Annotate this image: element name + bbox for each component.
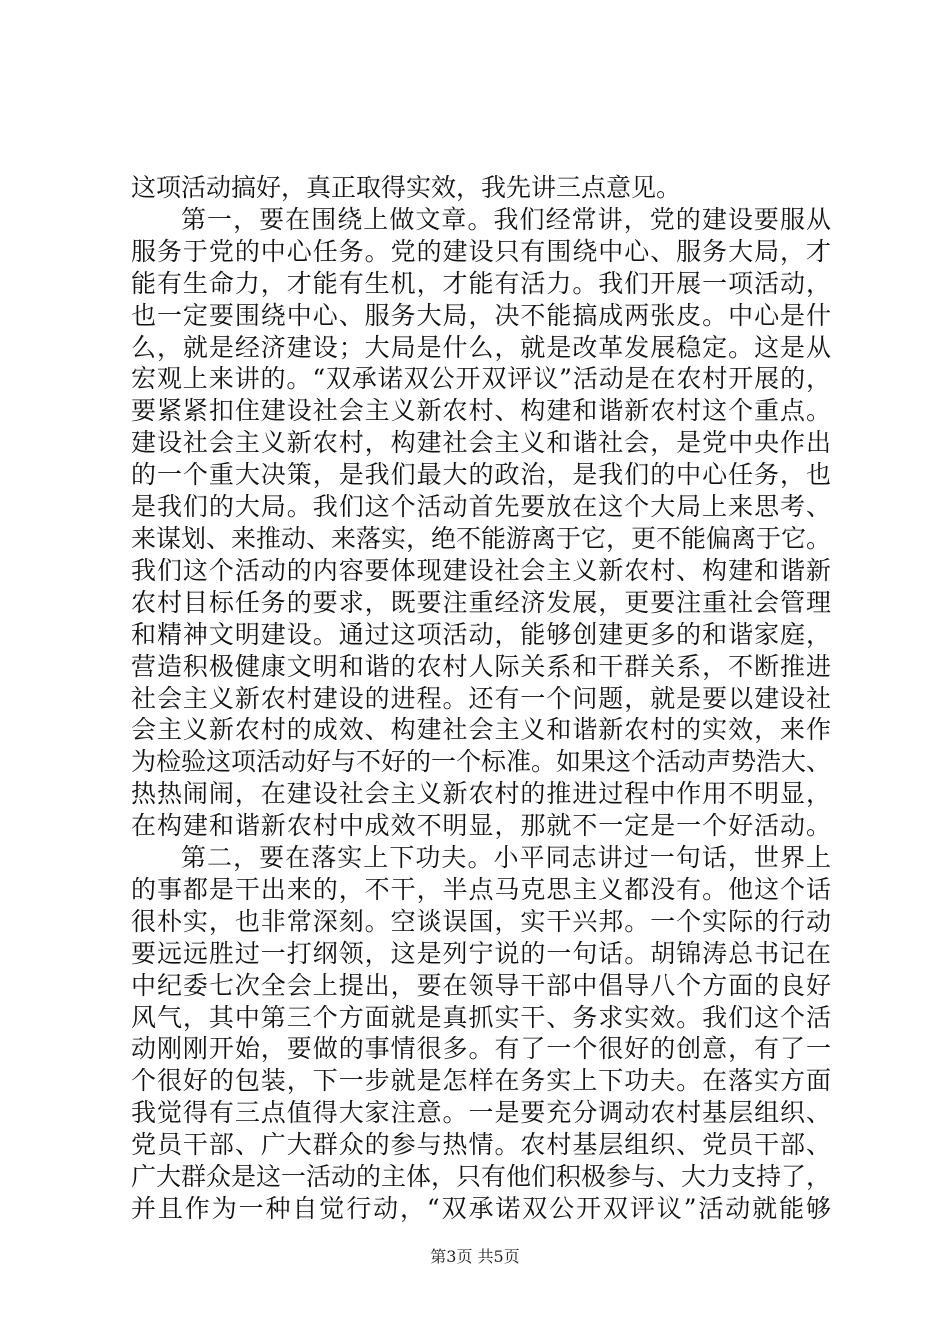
text-line: 的一个重大决策，是我们最大的政治，是我们的中心任务，也 bbox=[131, 460, 831, 490]
text-line: 风气，其中第三个方面就是真抓实干、务求实效。我们这个活 bbox=[131, 1002, 831, 1032]
text-line: 么，就是经济建设；大局是什么，就是改革发展稳定。这是从 bbox=[131, 332, 831, 362]
text-line: 和精神文明建设。通过这项活动，能够创建更多的和谐家庭， bbox=[131, 619, 831, 649]
text-line: 第一，要在围绕上做文章。我们经常讲，党的建设要服从 bbox=[181, 204, 831, 234]
text-line: 农村目标任务的要求，既要注重经济发展，更要注重社会管理 bbox=[131, 587, 831, 617]
text-line: 来谋划、来推动、来落实，绝不能游离于它，更不能偏离于它。 bbox=[131, 523, 831, 553]
text-line: 也一定要围绕中心、服务大局，决不能搞成两张皮。中心是什 bbox=[131, 300, 831, 330]
text-line: 动刚刚开始，要做的事情很多。有了一个很好的创意，有了一 bbox=[131, 1034, 831, 1064]
text-line: 我觉得有三点值得大家注意。一是要充分调动农村基层组织、 bbox=[131, 1098, 831, 1128]
text-line: 我们这个活动的内容要体现建设社会主义新农村、构建和谐新 bbox=[131, 555, 831, 585]
text-line: 能有生命力，才能有生机，才能有活力。我们开展一项活动， bbox=[131, 268, 831, 298]
text-line: 社会主义新农村建设的进程。还有一个问题，就是要以建设社 bbox=[131, 683, 831, 713]
body-text bbox=[131, 172, 831, 1225]
text-line: 服务于党的中心任务。党的建设只有围绕中心、服务大局，才 bbox=[131, 236, 831, 266]
text-line: 这项活动搞好，真正取得实效，我先讲三点意见。 bbox=[131, 173, 682, 202]
text-line: 要紧紧扣住建设社会主义新农村、构建和谐新农村这个重点。 bbox=[131, 396, 831, 426]
text-line: 中纪委七次全会上提出，要在领导干部中倡导八个方面的良好 bbox=[131, 970, 831, 1000]
text-line: 是我们的大局。我们这个活动首先要放在这个大局上来思考、 bbox=[131, 492, 831, 522]
text-line: 会主义新农村的成效、构建社会主义和谐新农村的实效，来作 bbox=[131, 715, 831, 745]
text-line: 很朴实，也非常深刻。空谈误国，实干兴邦。一个实际的行动 bbox=[131, 906, 831, 936]
text-line: 要远远胜过一打纲领，这是列宁说的一句话。胡锦涛总书记在 bbox=[131, 938, 831, 968]
page-footer: 第3页 共5页 bbox=[430, 1247, 520, 1266]
text-line: 热热闹闹，在建设社会主义新农村的推进过程中作用不明显， bbox=[131, 779, 831, 809]
text-line: 并且作为一种自觉行动，“双承诺双公开双评议”活动就能够 bbox=[131, 1194, 831, 1223]
text-line: 在构建和谐新农村中成效不明显，那就不一定是一个好活动。 bbox=[131, 811, 831, 841]
text-line: 营造积极健康文明和谐的农村人际关系和干群关系，不断推进 bbox=[131, 651, 831, 681]
text-line: 宏观上来讲的。“双承诺双公开双评议”活动是在农村开展的， bbox=[131, 364, 831, 394]
text-line: 党员干部、广大群众的参与热情。农村基层组织、党员干部、 bbox=[131, 1130, 831, 1160]
text-line: 个很好的包装，下一步就是怎样在务实上下功夫。在落实方面 bbox=[131, 1066, 831, 1096]
text-line: 建设社会主义新农村，构建社会主义和谐社会，是党中央作出 bbox=[131, 428, 831, 458]
text-line: 第二，要在落实上下功夫。小平同志讲过一句话，世界上 bbox=[181, 843, 831, 873]
text-line: 广大群众是这一活动的主体，只有他们积极参与、大力支持了， bbox=[131, 1162, 831, 1192]
text-line: 的事都是干出来的，不干，半点马克思主义都没有。他这个话 bbox=[131, 874, 831, 904]
text-line: 为检验这项活动好与不好的一个标准。如果这个活动声势浩大、 bbox=[131, 747, 831, 777]
